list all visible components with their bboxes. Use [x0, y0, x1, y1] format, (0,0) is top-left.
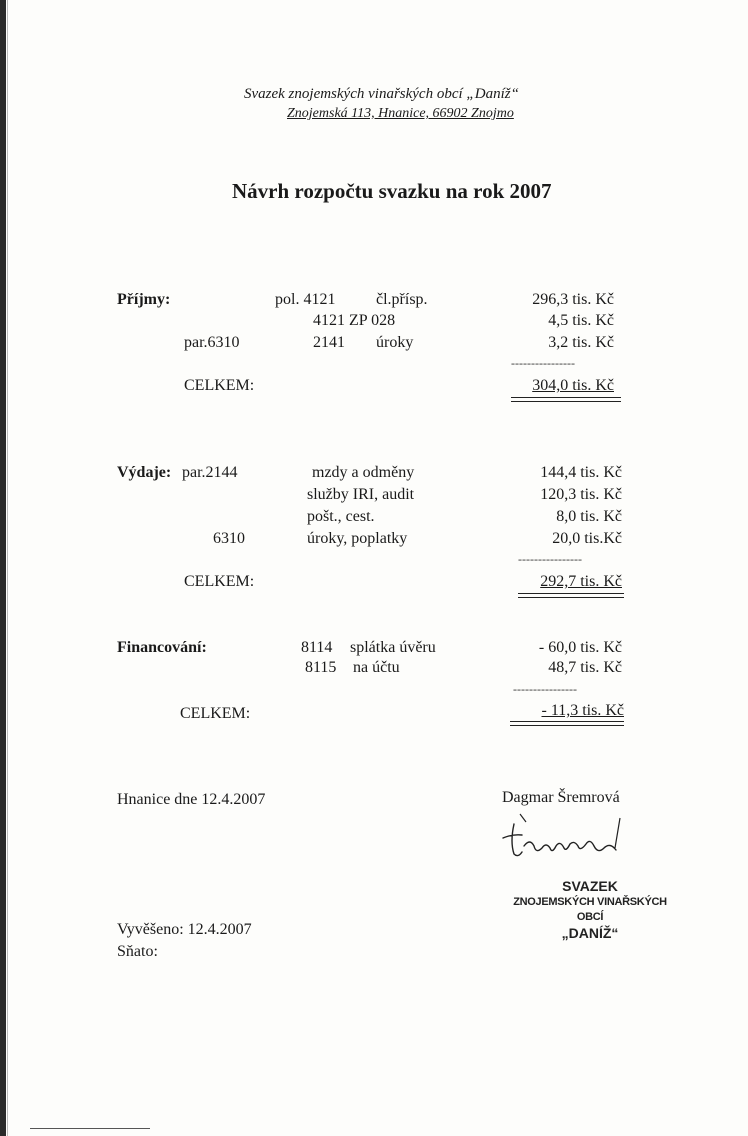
financing-separator: ---------------- [513, 682, 577, 696]
bottom-rule [30, 1128, 150, 1129]
financing-amount-2: 48,7 tis. Kč [548, 659, 622, 676]
place-date: Hnanice dne 12.4.2007 [117, 791, 266, 808]
expenses-par2: 6310 [213, 530, 245, 547]
income-total-double-rule [511, 397, 621, 402]
expenses-amount-2: 120,3 tis. Kč [540, 486, 622, 503]
expenses-total-label: CELKEM: [184, 573, 255, 590]
income-code-2: 4121 ZP 028 [313, 312, 396, 329]
handwritten-signature [500, 808, 640, 868]
stamp-line-1: SVAZEK [562, 878, 618, 894]
income-amount-3: 3,2 tis. Kč [548, 334, 614, 351]
financing-code-1: 8114 [301, 639, 333, 656]
income-desc-3: úroky [376, 334, 414, 351]
expenses-amount-4: 20,0 tis.Kč [552, 530, 622, 547]
income-code-3: 2141 [313, 334, 345, 351]
expenses-par: par.2144 [182, 464, 238, 481]
financing-desc-1: splátka úvěru [350, 639, 436, 656]
page-title: Návrh rozpočtu svazku na rok 2007 [232, 179, 552, 203]
expenses-total-double-rule [518, 593, 624, 598]
stamp-line-2: ZNOJEMSKÝCH VINAŘSKÝCH OBCÍ [513, 896, 667, 923]
income-total-label: CELKEM: [184, 377, 255, 394]
page-left-edge-shadow [7, 0, 8, 1136]
financing-total: - 11,3 tis. Kč [541, 702, 624, 719]
expenses-amount-1: 144,4 tis. Kč [540, 464, 622, 481]
signatory-name: Dagmar Šremrová [502, 789, 620, 806]
income-par: par.6310 [184, 334, 240, 351]
financing-total-double-rule [510, 721, 624, 726]
expenses-desc-3: pošt., cest. [307, 508, 375, 525]
page-left-edge [0, 0, 6, 1136]
stamp-line-3: „DANÍŽ“ [561, 925, 619, 941]
expenses-desc-4: úroky, poplatky [307, 530, 408, 547]
financing-amount-1: - 60,0 tis. Kč [538, 639, 622, 656]
expenses-desc-2: služby IRI, audit [307, 486, 415, 503]
income-desc-1: čl.přísp. [376, 291, 428, 308]
income-amount-1: 296,3 tis. Kč [532, 291, 614, 308]
income-label: Příjmy: [117, 291, 171, 308]
financing-total-label: CELKEM: [180, 705, 251, 722]
income-separator: ---------------- [511, 356, 575, 370]
org-address: Znojemská 113, Hnanice, 66902 Znojmo [287, 106, 514, 121]
income-code-1: pol. 4121 [275, 291, 336, 308]
expenses-separator: ---------------- [518, 552, 582, 566]
financing-label: Financování: [117, 639, 207, 656]
official-stamp [500, 878, 680, 942]
expenses-amount-3: 8,0 tis. Kč [556, 508, 622, 525]
posted-date: Vyvěšeno: 12.4.2007 [117, 921, 252, 938]
income-total: 304,0 tis. Kč [532, 377, 614, 394]
income-amount-2: 4,5 tis. Kč [548, 312, 614, 329]
financing-code-2: 8115 [305, 659, 337, 676]
org-name: Svazek znojemských vinařských obcí „Daníž“ [244, 86, 519, 102]
financing-desc-2: na účtu [353, 659, 400, 676]
expenses-label: Výdaje: [117, 464, 172, 481]
expenses-desc-1: mzdy a odměny [312, 464, 415, 481]
removed-date: Sňato: [117, 943, 158, 960]
expenses-total: 292,7 tis. Kč [540, 573, 622, 590]
